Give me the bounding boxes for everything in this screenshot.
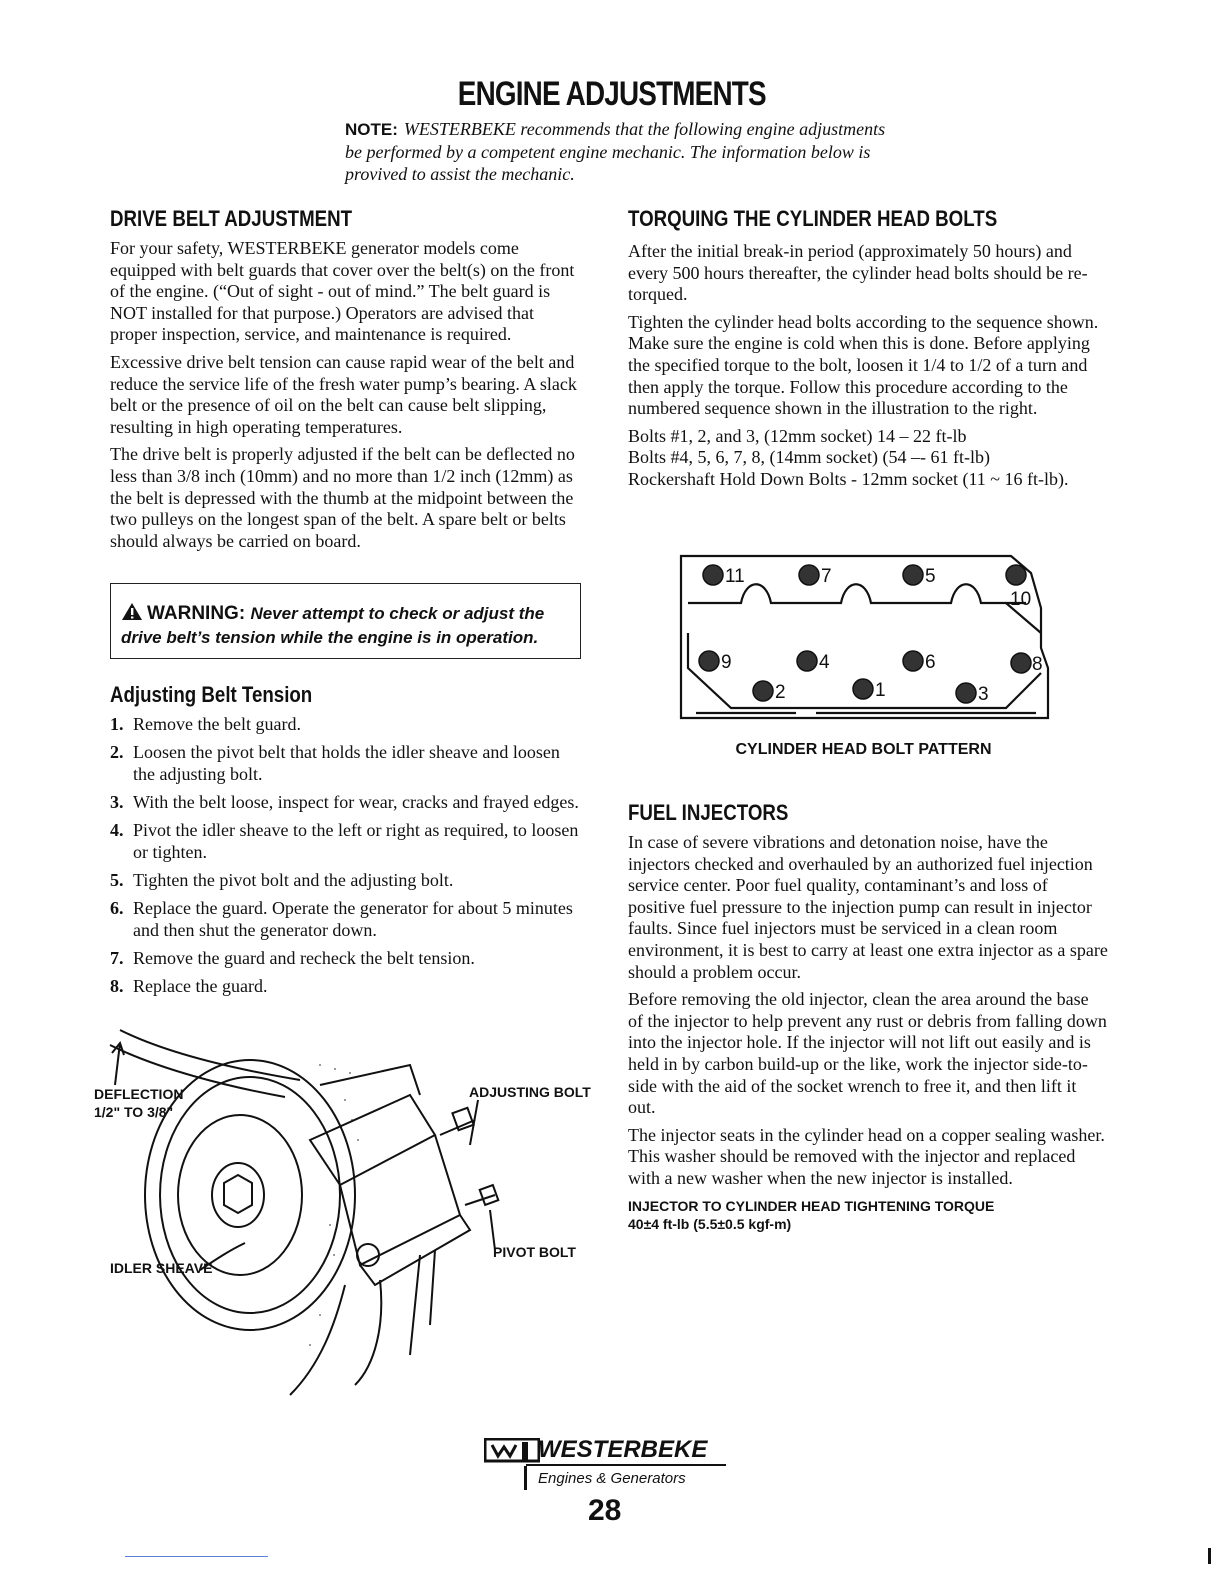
logo-brand: WESTERBEKE — [538, 1436, 708, 1463]
page-number: 28 — [588, 1494, 622, 1527]
bolt-label-7: 7 — [821, 566, 832, 587]
drive-belt-body — [110, 238, 580, 552]
fuel-injectors-p3: The injector seats in the cylinder head on a copper sealing washer. This washer should be removed with the injector and replaced with a new washer when the new injector is installed. — [628, 1124, 1105, 1188]
bolt-label-2: 2 — [775, 682, 786, 703]
bolt-label-11: 11 — [725, 566, 745, 587]
drive-belt-heading: DRIVE BELT ADJUSTMENT — [110, 206, 353, 231]
logo-tagline: Engines & Generators — [538, 1470, 686, 1487]
list-item: 5. Tighten the pivot bolt and the adjusting bolt. — [110, 870, 454, 890]
belt-tension-heading: Adjusting Belt Tension — [110, 682, 313, 707]
bolt-label-9: 9 — [721, 652, 732, 673]
scan-mark — [1208, 1548, 1211, 1564]
bolt-label-3: 3 — [978, 684, 989, 705]
list-item: 2. Loosen the pivot belt that holds the idler sheave and loosen the adjusting bolt. — [110, 742, 560, 784]
deflection-range-label: 1/2" TO 3/8" — [94, 1104, 174, 1120]
logo-underline — [526, 1464, 726, 1466]
pivot-bolt-label: PIVOT BOLT — [493, 1244, 576, 1260]
list-item: 7. Remove the guard and recheck the belt tension. — [110, 948, 475, 968]
fuel-injectors-body — [628, 832, 1108, 1232]
drive-belt-p1: For your safety, WESTERBEKE generator models come equipped with belt guards that cover over the belt(s) on the front of the engine. (“Out of sight - out of mind.” The belt guard is NOT installed for that purpose.) Operators are advised that proper inspection, service, and maintenance is required. — [110, 238, 575, 345]
bolt-label-1: 1 — [875, 680, 886, 701]
cylinder-head-p1: After the initial break-in period (approximately 50 hours) and every 500 hours thereafter, the cylinder head bolts should be re-torqued. — [628, 241, 1088, 305]
cylinder-head-body — [628, 241, 1108, 491]
warning-box — [110, 583, 581, 659]
torque-spec-3: Rockershaft Hold Down Bolts - 12mm socket (11 ~ 16 ft-lb). — [628, 468, 1069, 489]
logo-mark-icon — [484, 1438, 540, 1464]
note-label: NOTE: — [345, 120, 398, 139]
cylinder-head-p2: Tighten the cylinder head bolts according to the sequence shown. Make sure the engine is cold when this is done. Before applying the specified torque to the bolt, loosen it 1/4 to 1/2 of a turn and then apply the torque. Follow this procedure according to the numbered sequence shown in the illustration to the right. — [628, 311, 1099, 419]
logo-bar — [524, 1466, 527, 1490]
warning-label: WARNING: — [147, 603, 246, 624]
list-item: 4. Pivot the idler sheave to the left or right as required, to loosen or tighten. — [110, 820, 579, 862]
note — [345, 118, 905, 185]
idler-sheave-label: IDLER SHEAVE — [110, 1260, 213, 1276]
list-item: 1. Remove the belt guard. — [110, 714, 301, 734]
deflection-label: DEFLECTION — [94, 1086, 184, 1102]
warning-text-2: drive belt’s tension while the engine is in operation. — [121, 628, 539, 647]
bolt-label-5: 5 — [925, 566, 936, 587]
bolt-label-4: 4 — [819, 652, 830, 673]
drive-belt-p2: Excessive drive belt tension can cause rapid wear of the belt and reduce the service life of the fresh water pump’s bearing. A slack belt or the presence of oil on the belt can cause belt slipping, resulting in high operating temperatures. — [110, 351, 577, 437]
injector-torque-label: INJECTOR TO CYLINDER HEAD TIGHTENING TORQUE — [628, 1197, 995, 1214]
list-item: 6. Replace the guard. Operate the generator for about 5 minutes and then shut the generator down. — [110, 898, 573, 940]
idler-sheave-diagram — [90, 1025, 590, 1410]
fuel-injectors-p1: In case of severe vibrations and detonation noise, have the injectors checked and overhauled by an authorized fuel injection service center. Poor fuel quality, contaminant’s and loss of positive fuel pressure to the injection pump can result in injector faults. Since fuel injectors must be serviced in a clean room environment, it is best to carry at least one extra injector as a spare should a problem occur. — [628, 832, 1108, 982]
adjusting-bolt-label: ADJUSTING BOLT — [469, 1084, 591, 1100]
torque-spec-2: Bolts #4, 5, 6, 7, 8, (14mm socket) (54 –- 61 ft-lb) — [628, 447, 990, 468]
belt-tension-steps — [110, 713, 580, 1003]
bolt-label-10: 10 — [1010, 589, 1032, 610]
warning-text-1: Never attempt to check or adjust the — [250, 604, 545, 623]
injector-torque-value: 40±4 ft-lb (5.5±0.5 kgf-m) — [628, 1215, 792, 1232]
bolt-label-6: 6 — [925, 652, 936, 673]
fuel-injectors-p2: Before removing the old injector, clean the area around the base of the injector to help prevent any rust or debris from falling down into the injector hole. If the injector will not lift out easily and is held in by carbon build-up or the like, work the injector side-to-side with the aid of the socket wrench to free it, and then lift it out. — [628, 989, 1107, 1118]
note-text: WESTERBEKE recommends that the following engine adjustments be performed by a competent engine mechanic. The information below is provived to assist the mechanic. — [345, 119, 886, 184]
westerbeke-logo — [484, 1436, 744, 1496]
drive-belt-p3: The drive belt is properly adjusted if the belt can be deflected no less than 3/8 inch (10mm) and no more than 1/2 inch (12mm) as the belt is depressed with the thumb at the midpoint between the two pulleys on the longest span of the belt. A spare belt or belts should always be carried on board. — [110, 444, 575, 551]
page-title: ENGINE ADJUSTMENTS — [458, 75, 766, 113]
warning-line-1 — [121, 602, 544, 625]
scan-line — [125, 1556, 268, 1557]
list-item: 8. Replace the guard. — [110, 976, 268, 996]
fuel-injectors-heading: FUEL INJECTORS — [628, 800, 789, 825]
list-item: 3. With the belt loose, inspect for wear, cracks and frayed edges. — [110, 792, 579, 812]
warning-icon — [121, 602, 143, 621]
cylinder-head-caption: CYLINDER HEAD BOLT PATTERN — [735, 741, 992, 758]
cylinder-head-diagram — [676, 548, 1061, 733]
torque-spec-1: Bolts #1, 2, and 3, (12mm socket) 14 – 22 ft-lb — [628, 425, 967, 446]
cylinder-head-heading: TORQUING THE CYLINDER HEAD BOLTS — [628, 206, 998, 231]
bolt-label-8: 8 — [1032, 654, 1043, 675]
